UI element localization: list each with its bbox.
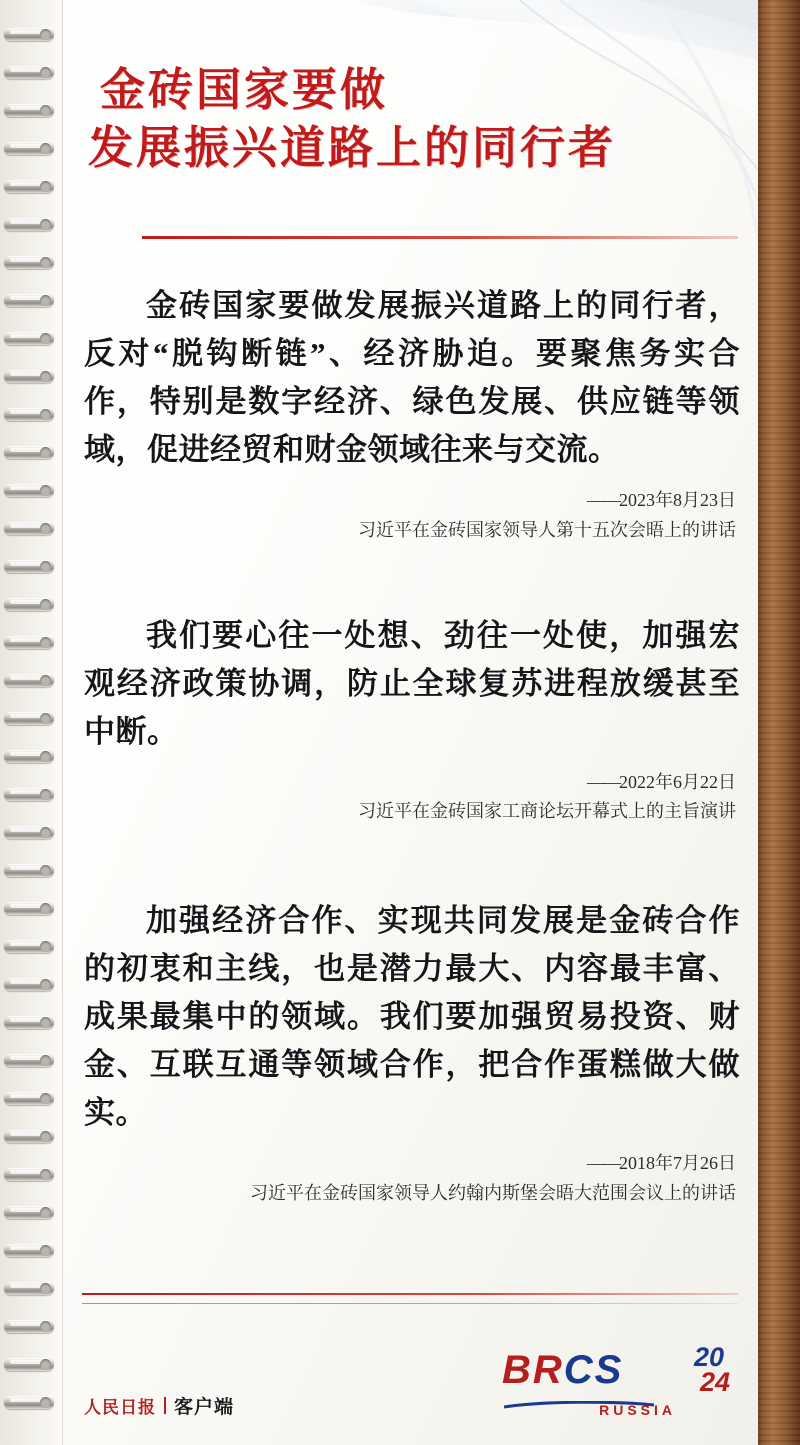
brics-wordmark xyxy=(502,1348,623,1393)
quote-text: 加强经济合作、实现共同发展是金砖合作的初衷和主线，也是潜力最大、内容最丰富、成果最集中的领域。我们要加强贸易投资、财金、互联互通等领域合作，把合作蛋糕做大做实。 xyxy=(84,903,740,1131)
quote-attribution xyxy=(62,486,758,545)
brics-letters-br: BR xyxy=(502,1348,564,1392)
title-line-2: 发展振兴道路上的同行者 xyxy=(88,122,617,173)
quote-date: —— 2018年7月26日 xyxy=(62,1149,736,1179)
quote-source: 习近平在金砖国家领导人第十五次会晤上的讲话 xyxy=(358,519,736,540)
brand-separator xyxy=(164,1397,166,1414)
title-line-1: 金砖国家要做 xyxy=(100,65,389,115)
poster-footer xyxy=(62,1330,758,1440)
brics-year-top: 20 xyxy=(693,1342,724,1372)
footer-divider xyxy=(82,1293,738,1295)
publisher-brand xyxy=(84,1392,234,1419)
quote-item xyxy=(62,282,758,546)
page-title xyxy=(82,62,742,177)
quote-attribution xyxy=(62,768,758,827)
brics-letters-cs: CS xyxy=(563,1348,624,1392)
quote-text: 我们要心往一处想、劲往一处使，加强宏观经济政策协调，防止全球复苏进程放缓甚至中断。 xyxy=(84,617,740,749)
wood-edge-decoration xyxy=(758,0,800,1445)
notebook-binding xyxy=(0,0,63,1445)
poster-content xyxy=(62,0,758,1445)
quote-attribution xyxy=(62,1149,758,1208)
brics-year-bottom: 24 xyxy=(699,1367,730,1397)
quote-date: —— 2023年8月23日 xyxy=(62,486,736,516)
brics-swoosh-icon xyxy=(504,1396,654,1404)
binding-rings xyxy=(0,28,62,1428)
quote-list xyxy=(62,282,758,1243)
publisher-name: 人民日报 xyxy=(84,1398,156,1417)
quote-item xyxy=(62,897,758,1209)
brics-year xyxy=(694,1344,730,1396)
quote-source: 习近平在金砖国家领导人约翰内斯堡会晤大范围会议上的讲话 xyxy=(250,1183,736,1203)
quote-date: —— 2022年6月22日 xyxy=(62,768,736,798)
app-name: 客户端 xyxy=(174,1397,235,1418)
quote-text: 金砖国家要做发展振兴道路上的同行者，反对“脱钩断链”、经济胁迫。要聚焦务实合作，特别是数字经济、绿色发展、供应链等领域，促进经贸和财金领域往来与交流。 xyxy=(84,288,740,468)
brics-logo xyxy=(502,1342,732,1428)
brics-country: RUSSIA xyxy=(599,1402,676,1418)
footer-divider-secondary xyxy=(82,1303,738,1304)
quote-item xyxy=(62,612,758,828)
quote-source: 习近平在金砖国家工商论坛开幕式上的主旨演讲 xyxy=(358,801,736,822)
title-divider xyxy=(142,236,738,239)
